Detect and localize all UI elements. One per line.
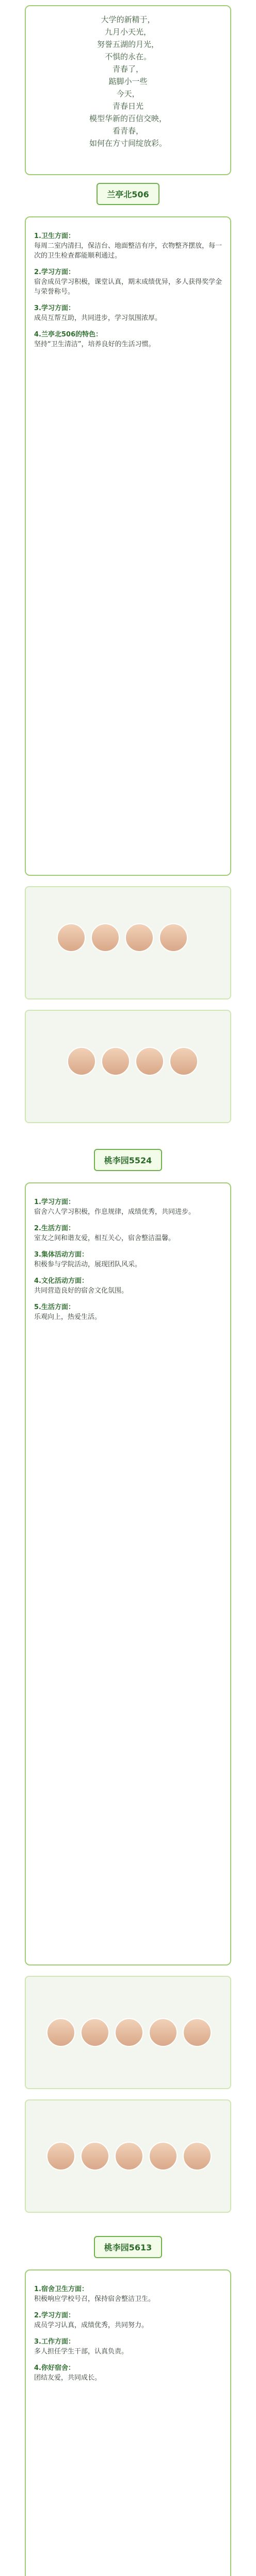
poem-line: 踮脚小一些 (108, 77, 148, 86)
dorm3-title-wrap (0, 2236, 256, 2258)
portrait-icon (91, 923, 120, 952)
intro-poem (26, 6, 230, 157)
poem-line: 看青春， (112, 126, 143, 135)
dorm1-title-wrap (0, 183, 256, 205)
portrait-icon (149, 2142, 178, 2171)
portrait-icon (115, 2142, 143, 2171)
poem-line: 九月小天光， (104, 27, 151, 37)
paragraph-heading: 1.学习方面： (34, 1198, 75, 1206)
dorm2-photo-1 (25, 1976, 231, 2089)
paragraph-body: 多人担任学生干部，认真负责。 (34, 2348, 129, 2355)
paragraph-heading: 3.工作方面： (34, 2338, 75, 2346)
paragraph-body: 成员互帮互助，共同进步，学习氛围浓厚。 (34, 314, 162, 322)
portrait-icon (149, 2018, 178, 2047)
paragraph-heading: 1.宿舍卫生方面： (34, 2285, 88, 2293)
portrait-icon (135, 1047, 164, 1076)
poem-line: 青春日光 (112, 101, 143, 111)
dorm3-card (25, 2269, 231, 2576)
portrait-icon (183, 2142, 212, 2171)
dorm2-title-wrap (0, 1149, 256, 1171)
poem-line: 青春了， (112, 64, 143, 74)
poem-line: 如何在方寸间绽放彩。 (89, 139, 167, 148)
paragraph-body: 每周二室内清扫，保洁台、地面整洁有序，衣物整齐摆放，每一次的卫生检查都能顺利通过。 (34, 242, 222, 260)
paragraph-body: 室友之间和谐友爱，相互关心，宿舍整洁温馨。 (34, 1234, 175, 1242)
paragraph-heading: 2.学习方面： (34, 268, 75, 276)
paragraph-heading: 4.兰亭北506的特色： (34, 331, 103, 338)
dorm1-photo-2 (25, 1010, 231, 1123)
paragraph-body: 共同营造良好的宿舍文化氛围。 (34, 1287, 129, 1295)
poem-line: 今天， (116, 89, 140, 98)
paragraph-heading: 3.学习方面： (34, 304, 75, 312)
portrait-icon (159, 923, 188, 952)
dorm1-photo-1 (25, 886, 231, 999)
paragraph-heading: 4.文化活动方面： (34, 1277, 88, 1285)
dorm3-title: 桃李园5613 (94, 2236, 163, 2258)
paragraph-body: 宿舍成员学习积极，课堂认真，期末成绩优异，多人获得奖学金与荣誉称号。 (34, 278, 222, 296)
portrait-icon (101, 1047, 130, 1076)
portrait-icon (81, 2142, 109, 2171)
portrait-icon (67, 1047, 96, 1076)
dorm2-card (25, 1182, 231, 1965)
portrait-icon (57, 923, 86, 952)
poem-line: 模型华新的百信交映， (89, 114, 167, 123)
paragraph-heading: 4.你好宿舍： (34, 2364, 75, 2372)
portrait-icon (115, 2018, 143, 2047)
portrait-icon (183, 2018, 212, 2047)
portrait-icon (46, 2018, 75, 2047)
paragraph-body: 宿舍六人学习积极，作息规律，成绩优秀，共同进步。 (34, 1208, 196, 1216)
poem-line: 努誉五湖的月光， (97, 40, 159, 49)
dorm1-text (26, 217, 230, 363)
dorm1-card (25, 216, 231, 876)
portrait-icon (46, 2142, 75, 2171)
dorm2-title: 桃李园5524 (94, 1149, 163, 1171)
paragraph-body: 成员学习认真，成绩优秀，共同努力。 (34, 2321, 149, 2329)
paragraph-body: 坚持“卫生清洁”，培养良好的生活习惯。 (34, 341, 155, 348)
poem-line: 大学的新精于， (101, 15, 155, 24)
paragraph-heading: 3.集体活动方面： (34, 1251, 88, 1259)
dorm2-photo-2 (25, 2099, 231, 2213)
paragraph-heading: 1.卫生方面： (34, 232, 75, 240)
dorm2-text (26, 1183, 230, 1336)
paragraph-heading: 2.学习方面： (34, 2312, 75, 2319)
paragraph-body: 乐观向上，热爱生活。 (34, 1313, 102, 1321)
paragraph-heading: 2.生活方面： (34, 1225, 75, 1232)
paragraph-heading: 5.生活方面： (34, 1303, 75, 1311)
paragraph-body: 团结友爱，共同成长。 (34, 2374, 102, 2382)
paragraph-body: 积极参与学院活动，展现团队风采。 (34, 1261, 142, 1268)
portrait-icon (169, 1047, 198, 1076)
dorm1-title: 兰亭北506 (97, 183, 159, 205)
intro-poem-card (25, 5, 231, 175)
poem-line: 不惧的永在。 (104, 52, 151, 61)
portrait-icon (81, 2018, 109, 2047)
paragraph-body: 积极响应学校号召，保持宿舍整洁卫生。 (34, 2295, 155, 2303)
dorm3-text (26, 2270, 230, 2397)
portrait-icon (125, 923, 154, 952)
